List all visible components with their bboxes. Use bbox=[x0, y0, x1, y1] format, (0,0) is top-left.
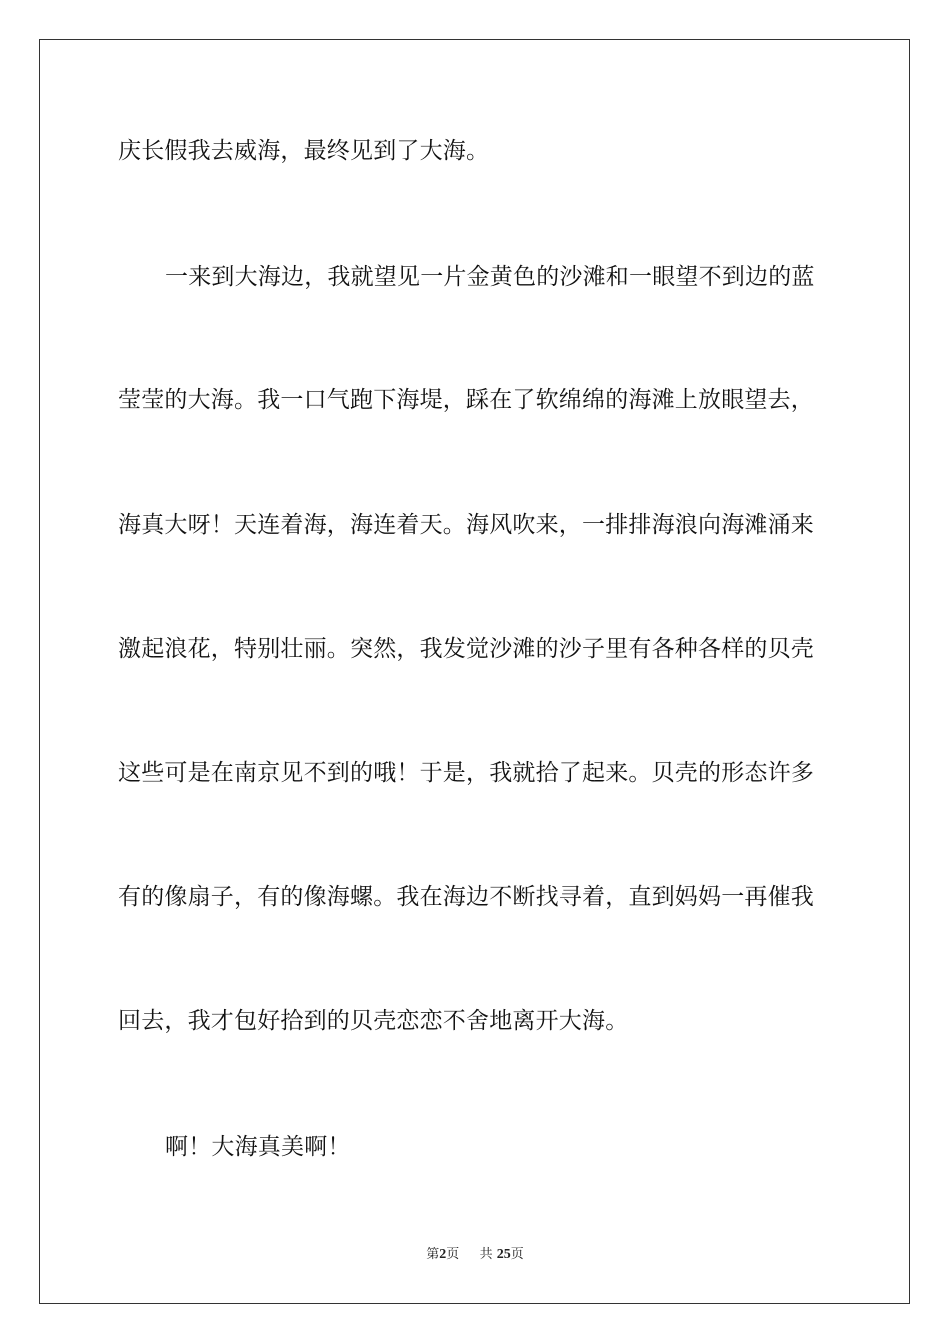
text-line-4: 海真大呀！天连着海，海连着天。海风吹来，一排排海浪向海滩涌来 bbox=[118, 512, 814, 538]
total-pages: 25 bbox=[496, 1247, 511, 1262]
page-label-prefix: 第 bbox=[426, 1247, 440, 1262]
text-line-3: 莹莹的大海。我一口气跑下海堤，踩在了软绵绵的海滩上放眼望去， bbox=[118, 387, 814, 413]
page-footer bbox=[0, 1246, 950, 1264]
text-line-2: 一来到大海边，我就望见一片金黄色的沙滩和一眼望不到边的蓝 bbox=[165, 264, 815, 290]
page-number: 2 bbox=[439, 1247, 447, 1262]
total-label-prefix: 共 bbox=[479, 1247, 493, 1262]
text-line-1: 庆长假我去威海，最终见到了大海。 bbox=[118, 138, 490, 164]
text-line-5: 激起浪花，特别壮丽。突然，我发觉沙滩的沙子里有各种各样的贝壳 bbox=[118, 636, 814, 662]
text-line-7: 有的像扇子，有的像海螺。我在海边不断找寻着，直到妈妈一再催我 bbox=[118, 884, 814, 910]
page-label-suffix: 页 bbox=[446, 1247, 460, 1262]
text-line-6: 这些可是在南京见不到的哦！于是，我就拾了起来。贝壳的形态许多 bbox=[118, 760, 814, 786]
text-line-8: 回去，我才包好拾到的贝壳恋恋不舍地离开大海。 bbox=[118, 1008, 629, 1034]
text-line-9: 啊！大海真美啊！ bbox=[165, 1134, 351, 1160]
page-border bbox=[39, 39, 910, 1304]
total-label-suffix: 页 bbox=[510, 1247, 524, 1262]
